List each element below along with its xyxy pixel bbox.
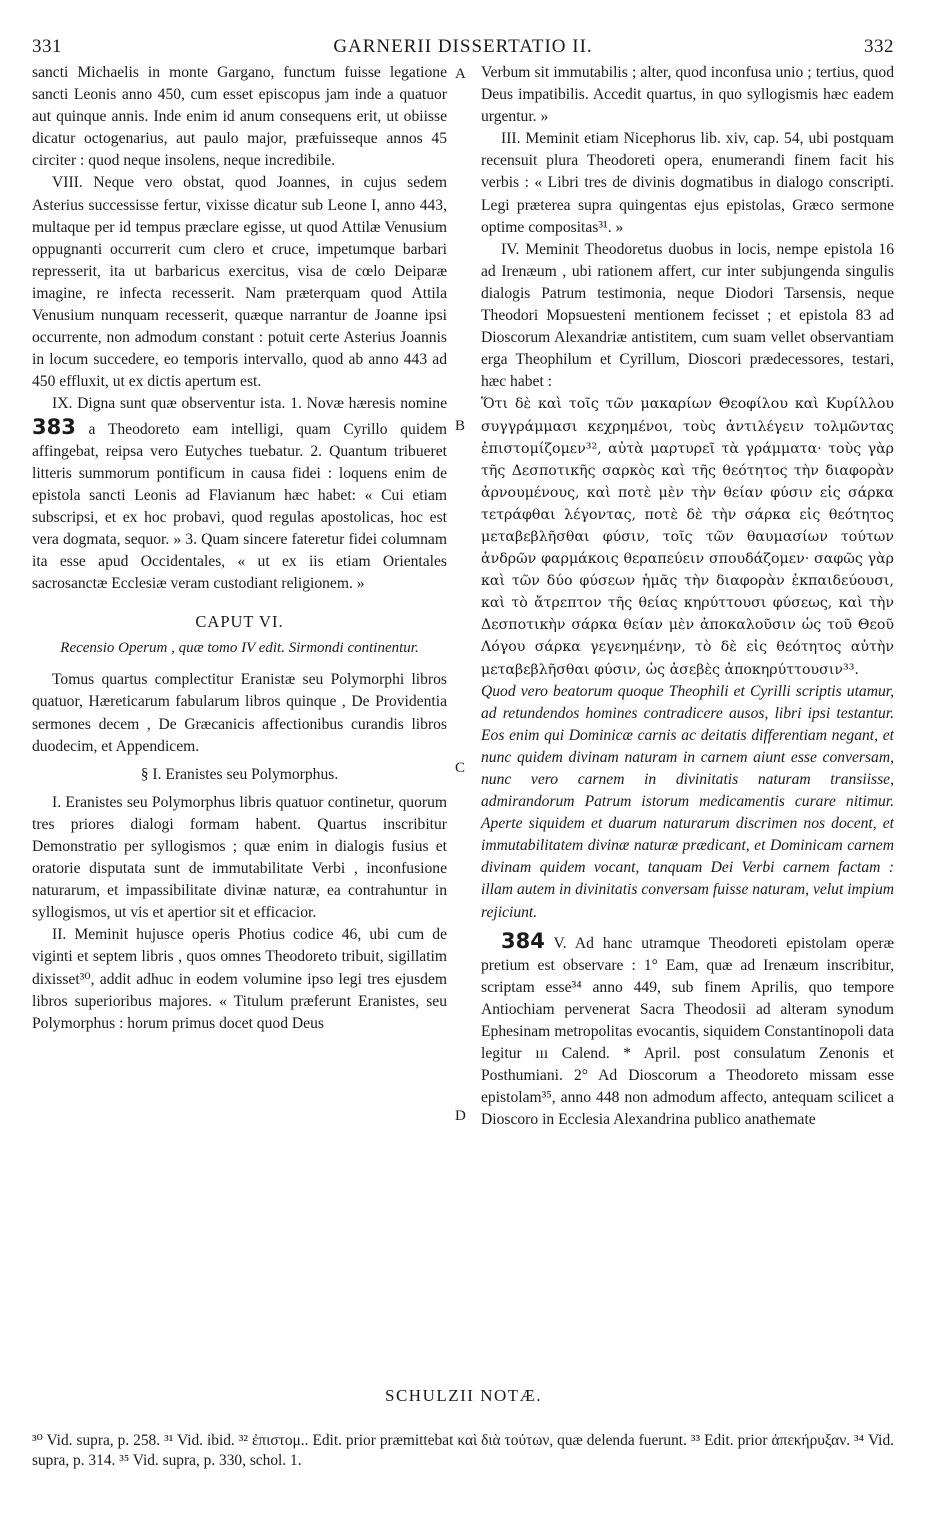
greek-quotation: Ὅτι δὲ καὶ τοῖς τῶν μακαρίων Θεοφίλου καὶ Κυρίλλου συγγράμμασι κεχρημένοι, τοὺς ἀντιλέγειν τολμῶντας ἐπιστομίζομεν³², αὐτὰ μαρτυρεῖ τὰ γράμματα· τοὺς γὰρ τῆς Δεσποτικῆς σαρκὸς καὶ τῆς θεότητος τὴν διαφορὰν ἀρνουμένους, καὶ ποτὲ μὲν τὴν θείαν φύσιν εἰς σάρκα τετράφθαι λέγοντας, ποτὲ δὲ τὴν σάρκα εἰς θεότητος μεταβεβλῆσθαι φύσιν, τοῖς τῶν θαυμασίων τούτων ἀνδρῶν φαρμάκοις θεραπεύειν σπουδάζομεν· σαφῶς γὰρ καὶ τῶν δύο φύσεων ἡμᾶς τὴν διαφορὰν ἐκπαιδεύουσι, καὶ τὸ ἄτρεπτον τῆς θείας κηρύττουσι φύσεως, καὶ τὴν Δεσποτικὴν σάρκα θείαν μὲν ἀποκαλοῦσιν ὡς τοῦ Θεοῦ Λόγου σάρκα γεγενημένην, τὸ δὲ εἰς θεότητος αὐτὴν μεταβεβλῆσθαι φύσιν, ὡς ἀσεβὲς ἀποκηρύττουσιν³³.: [481, 396, 894, 678]
margin-letter-c: C: [455, 760, 466, 776]
left-column: [32, 62, 447, 1035]
notes-heading: SCHULZII NOTÆ.: [385, 1386, 542, 1405]
footnotes: ³⁰ Vid. supra, p. 258. ³¹ Vid. ibid. ³² ἐπιστομ.. Edit. prior præmittebat καὶ διὰ τούτων, quæ delenda fuerunt. ³³ Edit. prior ἀπεκήρυξαν. ³⁴ Vid. supra, p. 314. ³⁵ Vid. supra, p. 330, schol. 1.: [32, 1432, 894, 1469]
paragraph: [32, 393, 447, 595]
paragraph: [481, 930, 894, 1132]
paragraph: I. Eranistes seu Polymorphus libris quatuor continetur, quorum tres priores dialogi formam habent. Quartus inscribitur Demonstratio per syllogismos ; quæ enim in dialogis fusius et oratorie disputata sunt de immutabilitate Verbi , inconfusione naturarum, et impassibilitate divinæ naturæ, ea contrahuntur in syllogismos, ut vis et apertior sit et efficacior.: [32, 793, 447, 922]
paragraph-text: a Theodoreto eam intelligi, quam Cyrillo quidem affingebat, reipsa vero Eutyches tuebatur. 2. Quantum tribueret litteris summorum pontificum in causa fidei : loquens enim de epistola sancti Leonis ad Flavianum hæc habet: « Cui etiam subscripsi, et ex hoc probavi, quod regulas apostolicas, hoc est vera dogmata, sequor. » 3. Quam sincere fateretur fidei columnam ita esse apud Occidentales, « ut ex iis etiam Orientales sacrosanctæ Ecclesiæ veram custodiant religionem. »: [32, 420, 447, 593]
page-number-right: 332: [864, 36, 894, 57]
paragraph: VIII. Neque vero obstat, quod Joannes, in cujus sedem Asterius successisse fertur, vixisse dicatur sub Leone I, anno 443, multaque per id tempus præclare egisse, ut quod Attilæ Venusium oppugnanti occurrerit cum clero et cruce, impetumque barbari represserit, ita ut barbaricus exercitus, visa de cœlo Deiparæ imagine, re infecta recesserit. Nam præterquam quod Attila Venusium nunquam recesserit, quæque narrantur de Joanne ipsi occurrente, non admodum constant : potuit certe Asterius Joannis in locum succedere, eo temporis intervallo, quod ab anno 443 ad 450 effluxit, ut ex dictis apertum est.: [32, 174, 447, 391]
paragraph: sancti Michaelis in monte Gargano, functum fuisse legatione sancti Leonis anno 450, cum esset episcopus jam inde a quatuor aut quinque annis. Inde enim id anum consequens erit, ut obiisse dicatur octogenarius, aut paulo major, præfuisseque annos 45 circiter : quod neque insolens, neque incredibile.: [32, 64, 447, 170]
paragraph: Tomus quartus complectitur Eranistæ seu Polymorphi libros quatuor, Hæreticarum fabularum libros quinque , De Providentia sermones decem , De Græcanicis affectionibus curandis libros duodecim, et Appendicem.: [32, 671, 447, 755]
section-heading: § I. Eranistes seu Polymorphus.: [140, 765, 339, 783]
paragraph-text: V. Ad hanc utramque Theodoreti epistolam operæ pretium est observare : 1° Eam, quæ ad Irenæum inscribitur, scriptam esse³⁴ anno 449, sub finem Aprilis, quo tempore Antiochiam pervenerat Sacra Theodosii ad alteram synodum Ephesinam metropolitas evocantis, siquidem Constantinopoli data legitur ııı Calend. * April. post consulatum Zenonis et Posthumiani. 2° Ad Dioscorum a Theodoreto missam esse epistolam³⁵, anno 448 non admodum affecto, antequam scilicet a Dioscoro in Ecclesia Alexandrina publico anathemate: [481, 934, 894, 1129]
chapter-subtitle: Recensio Operum , quæ tomo IV edit. Sirmondi continentur.: [60, 640, 419, 657]
paragraph: II. Meminit hujusce operis Photius codice 46, ubi cum de viginti et septem libris , quos omnes Theodoreto tribuit, sigillatim dixisset³⁰, addit adhuc in eodem volumine ipso legi tres ejusdem libros superioribus majores. « Titulum præferunt Eranistes, seu Polymorphus : horum primus docet quod Deus: [32, 926, 447, 1032]
margin-letter-d: D: [455, 1108, 466, 1124]
paragraph: Verbum sit immutabilis ; alter, quod inconfusa unio ; tertius, quod Deus impatibilis. Accedit quartus, in quo syllogismis hæc eadem urgentur. »: [481, 64, 894, 126]
page-number-left: 331: [32, 36, 62, 57]
marginal-page-number: 383: [32, 414, 76, 439]
chapter-heading: CAPUT VI.: [195, 612, 284, 632]
marginal-page-number: 384: [501, 928, 545, 953]
running-title: GARNERII DISSERTATIO II.: [333, 36, 593, 57]
paragraph-text: IX. Digna sunt quæ observentur ista. 1. Novæ hæresis nomine: [52, 395, 447, 413]
latin-translation: Quod vero beatorum quoque Theophili et Cyrilli scriptis utamur, ad retundendos homines contradicere ausos, libri ipsi testantur. Eos enim qui Dominicæ carnis ac deitatis differentiam negant, et nunc quidem divinam naturam in carnem aiunt esse conversam, nunc vero carnem in divinitatis naturam transiisse, admirandorum Patrum istorum medicamentis curare nitimur. Aperte siquidem et duarum naturarum discrimen nos docent, et immutabilitatem divinæ naturæ prædicant, et Dominicam carnem divinam quidem vocant, tanquam Dei Verbi carnem factam : illam autem in divinitatis conversam fuisse naturam, velut impium rejiciunt.: [481, 682, 894, 921]
running-header: [32, 36, 894, 60]
margin-letter-a: A: [455, 66, 466, 82]
right-column: [481, 62, 894, 1132]
paragraph: IV. Meminit Theodoretus duobus in locis, nempe epistola 16 ad Irenæum , ubi rationem affert, cur inter subjungenda singulis dialogis Patrum testimonia, neque Diodori Tarsensis, neque Theodori Mopsuesteni mentionem fecisset ; et epistola 83 ad Dioscorum Alexandriæ antistitem, cum suam vellet observantiam erga Theophilum et Cyrillum, Dioscori prædecessores, testari, hæc habet :: [481, 240, 894, 391]
paragraph: III. Meminit etiam Nicephorus lib. xiv, cap. 54, ubi postquam recensuit plura Theodoreti opera, enumerandi finem facit his verbis : « Libri tres de divinis dogmatibus in dialogo conscripti. Legi præterea supra quingentas ejus epistolas, Græco sermone optime compositas³¹. »: [481, 130, 894, 236]
margin-letter-b: B: [455, 418, 466, 434]
